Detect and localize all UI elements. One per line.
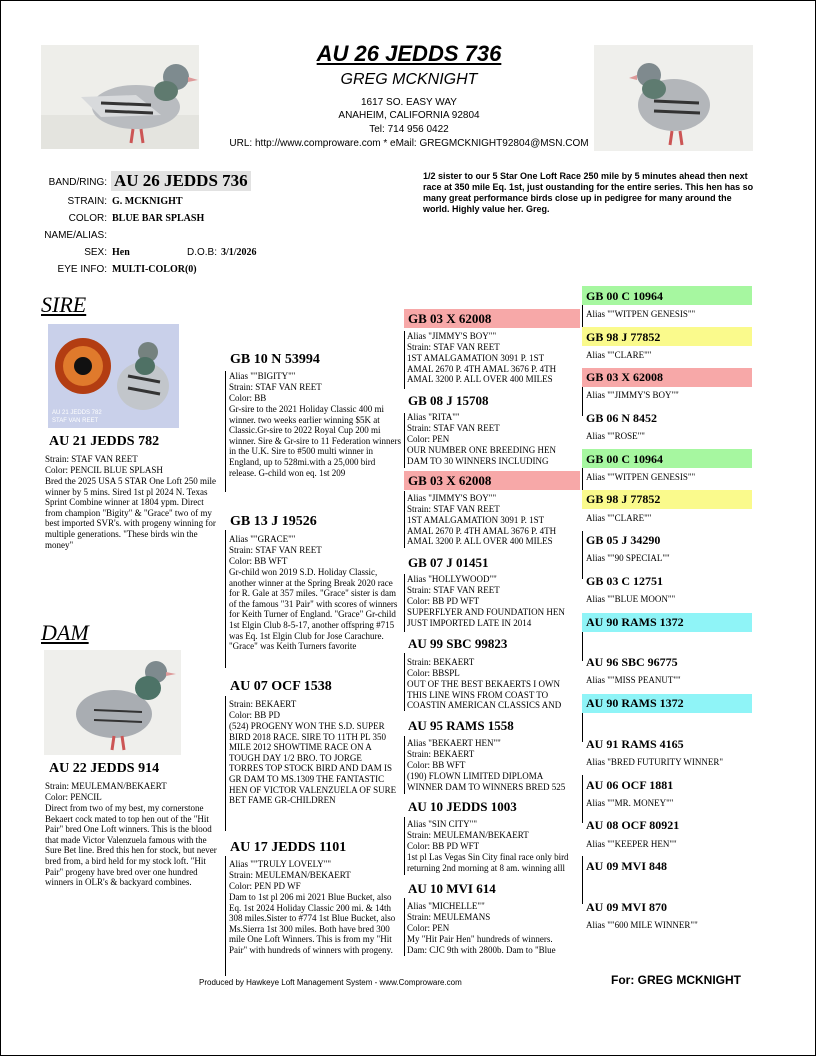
footer-produced-by: Produced by Hawkeye Loft Management System - www.Comproware.com [199,978,462,987]
gen3-4-strain: Strain: BEKAERT [407,657,475,667]
footer-for: For: GREG MCKNIGHT [611,973,741,987]
gen3-4-color: Color: BBSPL [407,668,460,678]
gen4-11-band: AU 91 RAMS 4165 [586,737,684,751]
sex-value: Hen [112,247,130,258]
gen4-5-alias: Alias ""CLARE"" [586,513,652,523]
sire-strain: Strain: STAF VAN REET [45,454,138,464]
gen4-15-band: AU 09 MVI 870 [586,900,667,914]
gen2-ds-band: AU 07 OCF 1538 [230,679,332,694]
pigeon-photo-icon [41,45,199,149]
gen3-6-strain: Strain: MEULEMAN/BEKAERT [407,830,529,840]
gen3-5-band: AU 95 RAMS 1558 [408,718,514,733]
sire-comment: Bred the 2025 USA 5 STAR One Loft 250 mile winner by 5 mins. Sired 1st pl 2024 N. Texas Sprint Combine winner at 1804 ypm. Direct from champion "Bigity" & "Grace" two of my best imported SVR's. with progeny winning for multiple generations. "These birds win the money" [45,476,217,550]
gen2-ss-band: GB 10 N 53994 [230,352,320,367]
gen3-5-comment: (190) FLOWN LIMITED DIPLOMA WINNER DAM TO WINNERS BRED 525 [407,771,566,792]
gen3-bracket [404,413,405,468]
band-value: AU 26 JEDDS 736 [111,171,251,191]
gen3-bracket [404,817,405,875]
gen3-3-comment: SUPERFLYER AND FOUNDATION HEN JUST IMPORTED LATE IN 2014 [407,607,565,628]
eye-caption-band: AU 21 JEDDS 782 [52,410,102,416]
gen2-bracket-dd [225,856,226,976]
page-title: AU 26 JEDDS 736 [316,41,502,66]
gen3-5-strain: Strain: BEKAERT [407,749,475,759]
bird-photo-left [41,45,199,149]
gen3-bracket [404,898,405,956]
gen3-1-alias: Alias "RITA"" [407,412,460,422]
gen3-5-alias: Alias "BEKAERT HEN"" [407,738,501,748]
gen2-dd-band: AU 17 JEDDS 1101 [230,840,347,855]
gen4-7-band: GB 03 C 12751 [586,574,664,588]
dam-color: Color: PENCIL [45,792,102,802]
gen4-11-alias: Alias "BRED FUTURITY WINNER" [586,757,724,767]
gen3-4-comment: OUT OF THE BEST BEKAERTS I OWN THIS LINE WINS FROM COAST TO COASTIN AMERICAN CLASSICS AND [407,679,562,711]
gen3-7-strain: Strain: MEULEMANS [407,912,491,922]
gen3-bracket [404,653,405,711]
gen2-sd-strain: Strain: STAF VAN REET [229,545,322,555]
gen4-0-alias: Alias ""WITPEN GENESIS"" [586,309,696,319]
gen3-1-band: GB 08 J 15708 [408,393,489,408]
gen4-15-alias: Alias ""600 MILE WINNER"" [586,920,698,930]
dam-band: AU 22 JEDDS 914 [49,761,160,776]
gen4-5-band: GB 98 J 77852 [586,492,661,506]
gen3-6-color: Color: BB PD WFT [407,841,480,851]
dam-heading: DAM [41,620,89,645]
gen2-sd-color: Color: BB WFT [229,556,288,566]
gen2-dd-alias: Alias ""TRULY LOVELY"" [229,859,332,869]
gen4-1-band: GB 98 J 77852 [586,330,661,344]
sire-color: Color: PENCIL BLUE SPLASH [45,465,163,475]
gen3-6-comment: 1st pl Las Vegas Sin City final race only bird returning 2nd morning at 8 am. winning alll [407,852,569,873]
gen4-14-band: AU 09 MVI 848 [586,859,667,873]
gen4-2-alias: Alias ""JIMMY'S BOY"" [586,390,679,400]
gen4-bracket [582,856,583,904]
strain-label: STRAIN: [67,196,107,207]
gen4-2-band: GB 03 X 62008 [586,370,664,384]
gen4-1-alias: Alias ""CLARE"" [586,350,652,360]
band-label: BAND/RING: [48,177,107,188]
gen4-12-alias: Alias ""MR. MONEY"" [586,798,674,808]
pigeon-photo-icon [44,650,181,755]
address-line-1: 1617 SO. EASY WAY [361,97,457,108]
gen3-bracket [404,574,405,632]
gen3-2-alias: Alias "JIMMY'S BOY"" [407,493,497,503]
gen2-bracket-ds [225,696,226,831]
gen4-9-band: AU 96 SBC 96775 [586,655,678,669]
color-label: COLOR: [68,213,107,224]
address-line-2: ANAHEIM, CALIFORNIA 92804 [338,110,480,121]
gen2-ds-color: Color: BB PD [229,710,281,720]
gen3-2-comment: 1ST AMALGAMATION 3091 P. 1ST AMAL 2670 P. 4TH AMAL 3676 P. 4TH AMAL 3200 P. ALL OVER 400 MILES [407,515,557,547]
gen4-3-band: GB 06 N 8452 [586,411,658,425]
gen3-7-alias: Alias "MICHELLE"" [407,901,485,911]
alias-row [31,230,411,246]
gen2-sd-band: GB 13 J 19526 [230,514,317,529]
gen4-3-alias: Alias ""ROSE"" [586,431,645,441]
dob-value: 3/1/2026 [221,247,257,258]
eye-label: EYE INFO: [57,264,107,275]
gen4-bracket [582,775,583,823]
gen3-0-strain: Strain: STAF VAN REET [407,342,500,352]
strain-row [31,196,411,212]
gen2-dd-color: Color: PEN PD WF [229,881,301,891]
gen3-6-alias: Alias "SIN CITY"" [407,819,478,829]
sire-eye-photo [48,324,179,428]
gen4-13-band: AU 08 OCF 80921 [586,818,680,832]
gen3-1-strain: Strain: STAF VAN REET [407,423,500,433]
gen3-1-comment: OUR NUMBER ONE BREEDING HEN DAM TO 30 WINNERS INCLUDING [407,445,556,466]
gen4-6-alias: Alias ""90 SPECIAL"" [586,553,670,563]
gen4-9-alias: Alias ""MISS PEANUT"" [586,675,681,685]
gen3-1-color: Color: PEN [407,434,450,444]
eye-caption-strain: STAF VAN REET [52,418,99,424]
alias-label: NAME/ALIAS: [44,230,107,241]
eye-row [31,264,411,280]
gen3-5-color: Color: BB WFT [407,760,466,770]
gen2-ss-strain: Strain: STAF VAN REET [229,382,322,392]
gen4-8-band: AU 90 RAMS 1372 [586,615,684,629]
gen4-13-alias: Alias ""KEEPER HEN"" [586,839,677,849]
gen4-7-alias: Alias ""BLUE MOON"" [586,594,676,604]
sire-band: AU 21 JEDDS 782 [49,434,160,449]
owner-name: GREG MCKNIGHT [340,71,478,88]
color-row [31,213,411,229]
gen3-3-band: GB 07 J 01451 [408,555,489,570]
gen2-bracket-sd [225,530,226,668]
eye-value: MULTI-COLOR(0) [112,264,197,275]
gen4-4-alias: Alias ""WITPEN GENESIS"" [586,472,696,482]
bird-description: 1/2 sister to our 5 Star One Loft Race 250 mile by 5 minutes ahead then next race at 350 mile Eq. 1st, just oustanding for the entire series. This hen has so many great performance birds close up in pedigree for many around the world. Highly value her. Greg. [423,171,754,214]
sex-row [31,247,411,263]
gen3-7-comment: My "Hit Pair Hen" hundreds of winners. Dam: CJC 9th with 2800b. Dam to "Blue [407,934,556,955]
gen2-dd-comment: Dam to 1st pl 206 mi 2021 Blue Bucket, also Eq. 1st 2024 Holiday Classic 200 mi. & 14th 308 miles.Sister to #774 1st Blue Bucket, also Ms.Sierra 1st 300 miles. Both have bred 300 mile One Loft Winners. This is from my "Hit Pair" with hundreds of winners with progeny. [229,892,396,955]
dam-photo [44,650,181,755]
strain-value: G. MCKNIGHT [112,196,183,207]
gen2-dd-strain: Strain: MEULEMAN/BEKAERT [229,870,351,880]
gen2-ss-comment: Gr-sire to the 2021 Holiday Classic 400 mi winner. two weeks earlier winning $5K at Classic.Gr-sire to 2022 Royal Cup 200 mi winner. Sire & Gr-sire to 11 Federation winners in the U.K. Sire to #500 multi winner in England, up to 528mi.with a 25,000 bird release. G-child won eq. 1st 209 [229,404,401,478]
gen4-6-band: GB 05 J 34290 [586,533,661,547]
gen3-4-band: AU 99 SBC 99823 [408,636,508,651]
gen3-bracket [404,331,405,389]
gen4-bracket [582,531,583,579]
bird-photo-right [594,45,753,151]
gen2-sd-comment: Gr-child won 2019 S.D. Holiday Classic, another winner at the Spring Break 2020 race for R. Gale at 357 miles. "Grace" sister is dam of the famous "31 Pair" with scores of winners for Keith Turner of England. "Grace" Gr-child 1st Elgin Club 8-5-17, another offspring #715 was Eq. 1st Elgin Club for Jose Carachure. "Grace" was Keith Turners favorite [229,567,398,652]
url-email: URL: http://www.comproware.com * eMail: GREGMCKNIGHT92804@MSN.COM [229,138,589,149]
gen3-3-color: Color: BB PD WFT [407,596,480,606]
gen4-10-band: AU 90 RAMS 1372 [586,696,684,710]
gen3-bracket [404,491,405,548]
gen3-0-band: GB 03 X 62008 [408,311,492,326]
sire-heading: SIRE [41,292,87,317]
dob-label: D.O.B: [187,247,218,258]
color-value: BLUE BAR SPLASH [112,213,205,224]
gen3-3-alias: Alias "HOLLYWOOD"" [407,574,497,584]
gen2-sd-alias: Alias ""GRACE"" [229,534,296,544]
gen2-bracket-ss [225,371,226,492]
gen2-ds-comment: (524) PROGENY WON THE S.D. SUPER BIRD 2018 RACE. SIRE TO 11TH PL 350 MILE 2012 SHOWTIME RACE ON A TOUGH DAY 1/2 BRO. TO JORGE TORRES TOP STOCK BIRD AND DAM IS GR DAM TO MS.1309 THE FANTASTIC HEN OF VICTOR VALENZUELA OF SURE BET FAME GR-CHILDREN [229,721,397,806]
gen3-2-band: GB 03 X 62008 [408,473,492,488]
gen2-ds-strain: Strain: BEKAERT [229,699,297,709]
gen4-12-band: AU 06 OCF 1881 [586,778,674,792]
gen3-3-strain: Strain: STAF VAN REET [407,585,500,595]
telephone: Tel: 714 956 0422 [369,124,449,135]
dam-comment: Direct from two of my best, my cornerstone Bekaert cock mated to top hen out of the "Hit Pair" bred One Loft winners. This is the blood that made Victor Valenzuela famous with the Sure Bet line. Bred this hen for stock, but never bred from, a bird held for my stock loft. "Hit Pair" progeny have bred over one hundred winners in OLR's & backyard combines. [45,803,217,888]
sex-label: SEX: [84,247,107,258]
gen4-4-band: GB 00 C 10964 [586,452,664,466]
gen4-0-band: GB 00 C 10964 [586,289,664,303]
gen2-ss-color: Color: BB [229,393,267,403]
gen3-0-comment: 1ST AMALGAMATION 3091 P. 1ST AMAL 2670 P. 4TH AMAL 3676 P. 4TH AMAL 3200 P. ALL OVER 400 MILES [407,353,557,385]
gen3-0-alias: Alias "JIMMY'S BOY"" [407,331,497,341]
dam-strain: Strain: MEULEMAN/BEKAERT [45,781,167,791]
gen3-7-band: AU 10 MVI 614 [408,881,496,896]
gen3-6-band: AU 10 JEDDS 1003 [408,799,517,814]
gen2-ss-alias: Alias ""BIGITY"" [229,371,296,381]
gen3-7-color: Color: PEN [407,923,450,933]
gen3-bracket [404,736,405,794]
pigeon-photo-icon [594,45,753,151]
gen3-2-strain: Strain: STAF VAN REET [407,504,500,514]
